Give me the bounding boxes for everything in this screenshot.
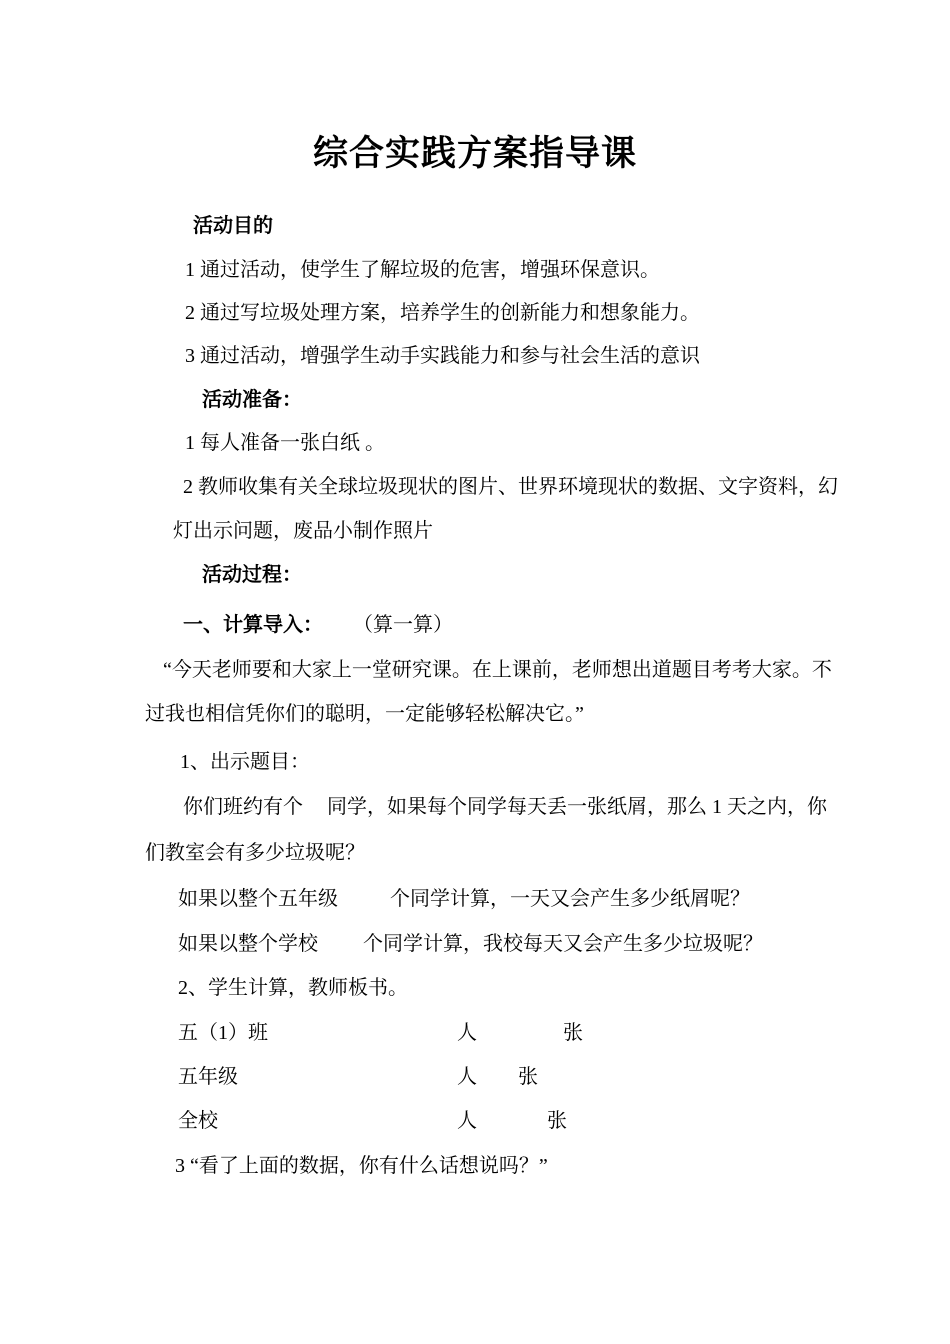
page-title: 综合实践方案指导课: [312, 134, 637, 173]
question-1-line-2: 们教室会有多少垃圾呢？: [145, 842, 365, 864]
question-3-part-1: 如果以整个学校: [178, 933, 318, 955]
preparation-item-1: 1 每人准备一张白纸 。: [185, 432, 385, 454]
heading-activity-purpose: 活动目的: [193, 215, 273, 237]
heading-activity-preparation: 活动准备：: [202, 389, 302, 411]
blank-for-number: [303, 812, 327, 813]
section-1-note: （算一算）: [353, 614, 453, 636]
spacer: [323, 630, 353, 631]
board-row-people-unit: 人: [457, 1066, 477, 1088]
question-1-line-1: [183, 793, 827, 821]
board-row-label: 全校: [178, 1110, 218, 1132]
step-3-label: 3 “看了上面的数据，你有什么话想说吗？”: [175, 1155, 548, 1177]
preparation-item-2-line-1: 2 教师收集有关全球垃圾现状的图片、世界环境现状的数据、文字资料，幻: [183, 476, 838, 498]
teacher-quote-line-1: “今天老师要和大家上一堂研究课。在上课前，老师想出道题目考考大家。不: [163, 659, 832, 681]
section-1-heading: [183, 611, 453, 639]
blank-for-number: [338, 904, 390, 905]
board-row-people-unit: 人: [457, 1110, 477, 1132]
board-row-label: 五年级: [178, 1066, 238, 1088]
purpose-item-3: 3 通过活动，增强学生动手实践能力和参与社会生活的意识: [185, 345, 700, 367]
teacher-quote-line-2: 过我也相信凭你们的聪明，一定能够轻松解决它。”: [145, 703, 584, 725]
question-2-part-2: 个同学计算，一天又会产生多少纸屑呢？: [390, 888, 750, 910]
question-3: [178, 930, 763, 958]
question-3-part-2: 个同学计算，我校每天又会产生多少垃圾呢？: [363, 933, 763, 955]
board-row-people-unit: 人: [457, 1022, 477, 1044]
question-2-part-1: 如果以整个五年级: [178, 888, 338, 910]
question-1-part-1: 你们班约有个: [183, 796, 303, 818]
board-row-sheets-unit: 张: [563, 1022, 583, 1044]
blank-for-number: [318, 949, 363, 950]
heading-activity-process: 活动过程：: [202, 564, 302, 586]
question-2: [178, 885, 750, 913]
preparation-item-2-line-2: 灯出示问题，废品小制作照片: [173, 520, 433, 542]
step-2-label: 2、学生计算，教师板书。: [178, 977, 408, 999]
purpose-item-1: 1 通过活动，使学生了解垃圾的危害，增强环保意识。: [185, 259, 660, 281]
step-1-label: 1、出示题目：: [180, 751, 310, 773]
board-row-sheets-unit: 张: [518, 1066, 538, 1088]
question-1-part-2: 同学，如果每个同学每天丢一张纸屑，那么 1 天之内，你: [327, 796, 827, 818]
section-1-title: 一、计算导入：: [183, 614, 323, 636]
purpose-item-2: 2 通过写垃圾处理方案，培养学生的创新能力和想象能力。: [185, 302, 700, 324]
board-row-label: 五（1）班: [178, 1022, 268, 1044]
board-row-sheets-unit: 张: [547, 1110, 567, 1132]
